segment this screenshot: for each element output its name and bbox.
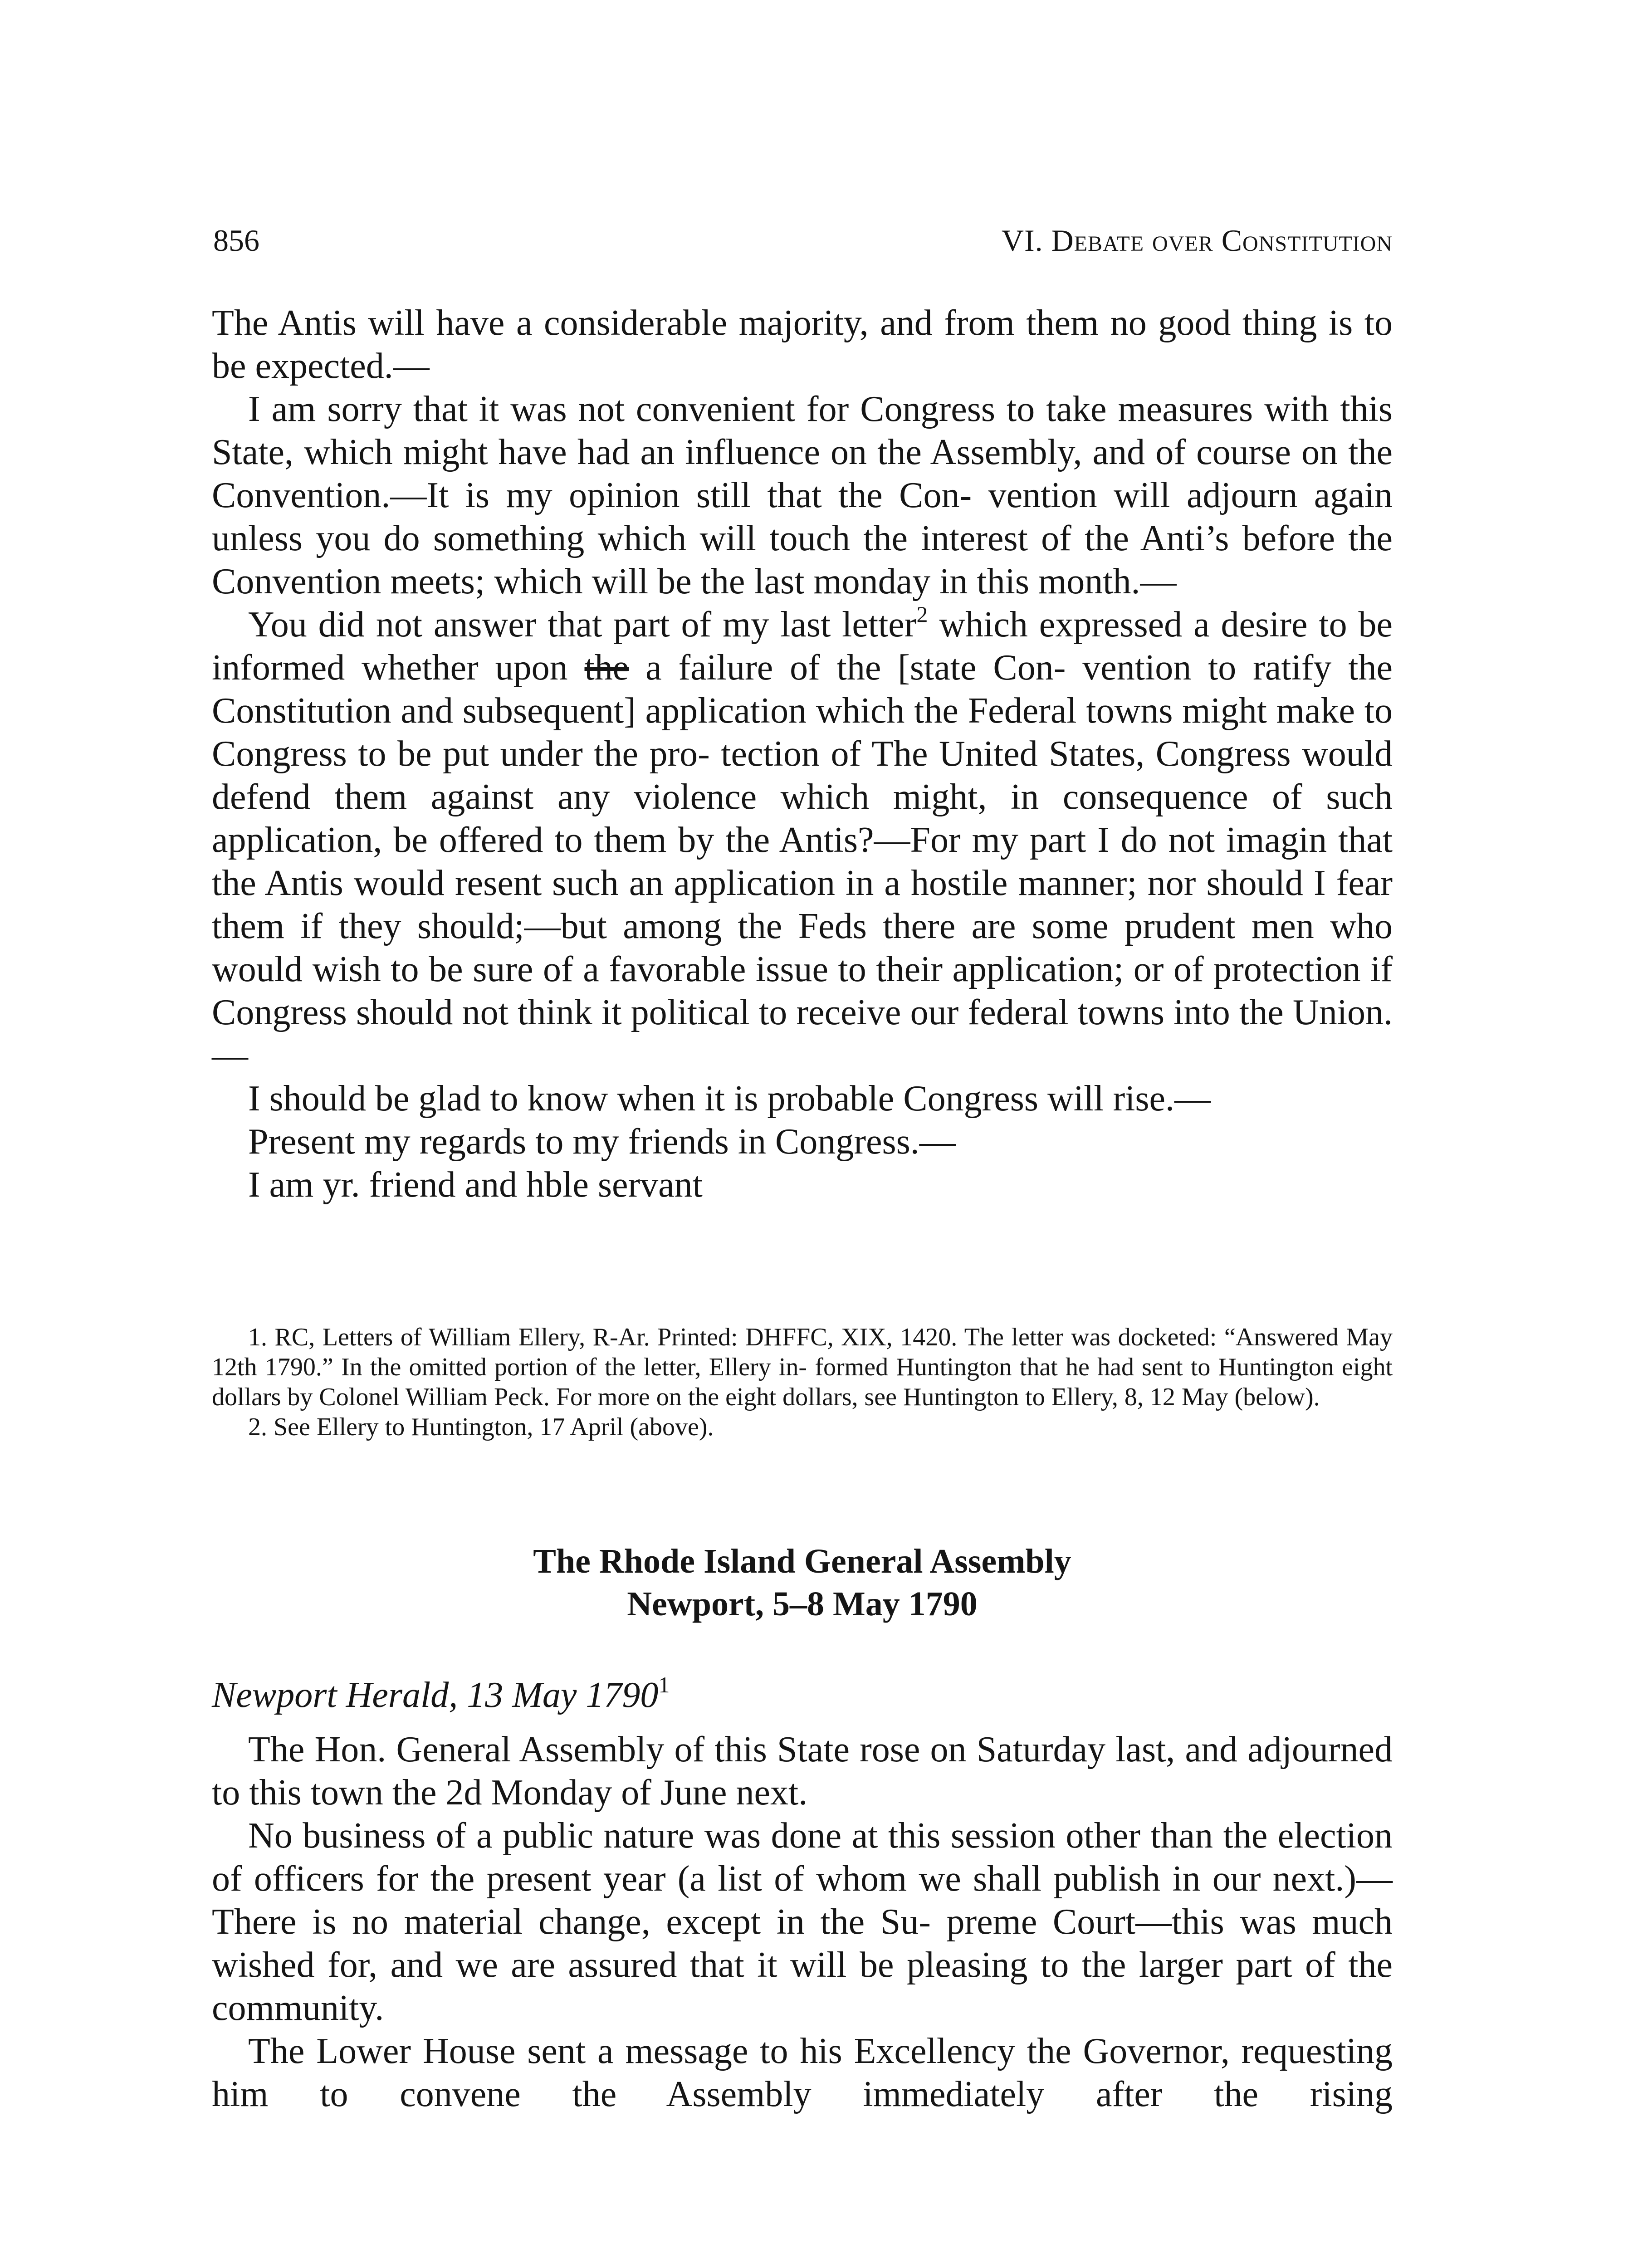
text-line: a failure of the [state Con- (629, 648, 1066, 688)
struck-word: the (584, 648, 629, 688)
text-line: publish in our next.)—There is no material change, except in the Su- (212, 1859, 1393, 1942)
text-line: which expressed a (928, 605, 1210, 645)
text-line: the Federal towns might make to Congress to be put under the pro- (212, 691, 1393, 774)
text-line: Present my regards to my friends in Congress.— (248, 1122, 956, 1162)
text-line: The Lower House sent a message to his Excellency the Governor, (248, 2031, 1230, 2071)
text-line: requesting him to convene the Assembly immediately after the rising (212, 2031, 1393, 2114)
footnotes (212, 1322, 1393, 1442)
letter-paragraph (212, 1077, 1393, 1120)
letter-closing (212, 1163, 1393, 1207)
footnote-item (212, 1322, 1393, 1412)
text-line: I am yr. friend and hble servant (248, 1165, 703, 1205)
footnote-line: 2. See Ellery to Huntington, 17 April (above). (248, 1413, 714, 1441)
letter-paragraph (212, 302, 1393, 388)
section-heading-title: The Rhode Island General Assembly (533, 1542, 1071, 1580)
text-line: preme Court—this was much wished for, and we are assured that it will (212, 1902, 1393, 1985)
text-line: tection of The United States, Congress would defend them against any (212, 734, 1393, 817)
text-line: The Hon. General Assembly of this State rose on Saturday last, and (248, 1730, 1237, 1769)
running-section-title: VI. Debate over Constitution (1001, 223, 1393, 258)
running-head (213, 222, 1393, 259)
section-heading (212, 1540, 1393, 1625)
text-line: the interest of the Anti’s before the Convention meets; which will be (212, 518, 1393, 601)
text-line: them if they should;—but among the Feds there are some prudent (212, 906, 1236, 946)
article-paragraph (212, 2030, 1393, 2116)
text-line: desire to be informed whether upon (212, 605, 1393, 688)
text-line: I am sorry that it was not convenient for Congress to take measures (248, 389, 1253, 429)
text-line: You did not answer that part of my last letter (248, 605, 917, 645)
article-paragraph (212, 1814, 1393, 2030)
page-number: 856 (213, 223, 259, 258)
footnote-line: 1. RC, Letters of William Ellery, R-Ar. Printed: DHFFC, XIX, 1420. The letter was (248, 1323, 1111, 1351)
letter-body (212, 302, 1393, 1207)
text-line: and of course on the Convention.—It is my opinion still that the Con- (212, 432, 1393, 515)
article-paragraph (212, 1728, 1393, 1814)
text-line: violence which might, in consequence of such application, be offered (212, 777, 1393, 860)
footnote-reference: 1 (658, 1672, 670, 1698)
text-line: vention will adjourn again unless you do something which will touch (212, 475, 1393, 558)
letter-paragraph (212, 388, 1393, 603)
text-line: No business of a public nature was done at this session other than (248, 1816, 1213, 1856)
footnote-line: docketed: “Answered May 12th 1790.” In the omitted portion of the letter, Ellery in- (212, 1323, 1393, 1381)
footnote-reference: 2 (916, 601, 928, 627)
source-title: Newport Herald, 13 May 1790 (212, 1675, 659, 1715)
text-line: The Antis will have a considerable majority, and from them no good (212, 303, 1231, 343)
text-line: the election of officers for the present year (a list of whom we shall (212, 1816, 1393, 1899)
text-line: men who would wish to be sure of a favorable issue to their application; (212, 906, 1393, 989)
article-body (212, 1728, 1393, 2116)
text-line: or of protection if Congress should not think it political to receive our (212, 949, 1393, 1032)
text-line: to them by the Antis?—For my part I do not imagin that the Antis (212, 820, 1393, 903)
text-line: adjourned to this town the 2d Monday of June next. (212, 1730, 1393, 1813)
text-line: thing is to be expected.— (212, 303, 1393, 386)
letter-paragraph (212, 603, 1393, 1077)
footnote-line: Peck. For more on the eight dollars, see Huntington to Ellery, 8, 12 May (below). (494, 1383, 1320, 1411)
letter-paragraph (212, 1120, 1393, 1163)
text-line: would resent such an application in a hostile manner; nor should I fear (353, 863, 1393, 903)
source-citation (212, 1674, 670, 1717)
text-line: with this State, which might have had an influence on the Assembly, (212, 389, 1393, 472)
text-line: I should be glad to know when it is probable Congress will rise.— (248, 1079, 1211, 1119)
section-heading-subtitle: Newport, 5–8 May 1790 (627, 1585, 978, 1623)
footnote-line: formed Huntington that he had sent to Huntington eight dollars by Colonel William (212, 1353, 1393, 1411)
text-line: the last monday in this month.— (700, 562, 1177, 601)
text-line: federal towns into the Union.— (212, 992, 1393, 1075)
text-line: be pleasing to the larger part of the community. (212, 1945, 1393, 2028)
text-line: vention to ratify the Constitution and subsequent] application which (212, 648, 1393, 731)
footnote-item (212, 1412, 1393, 1442)
